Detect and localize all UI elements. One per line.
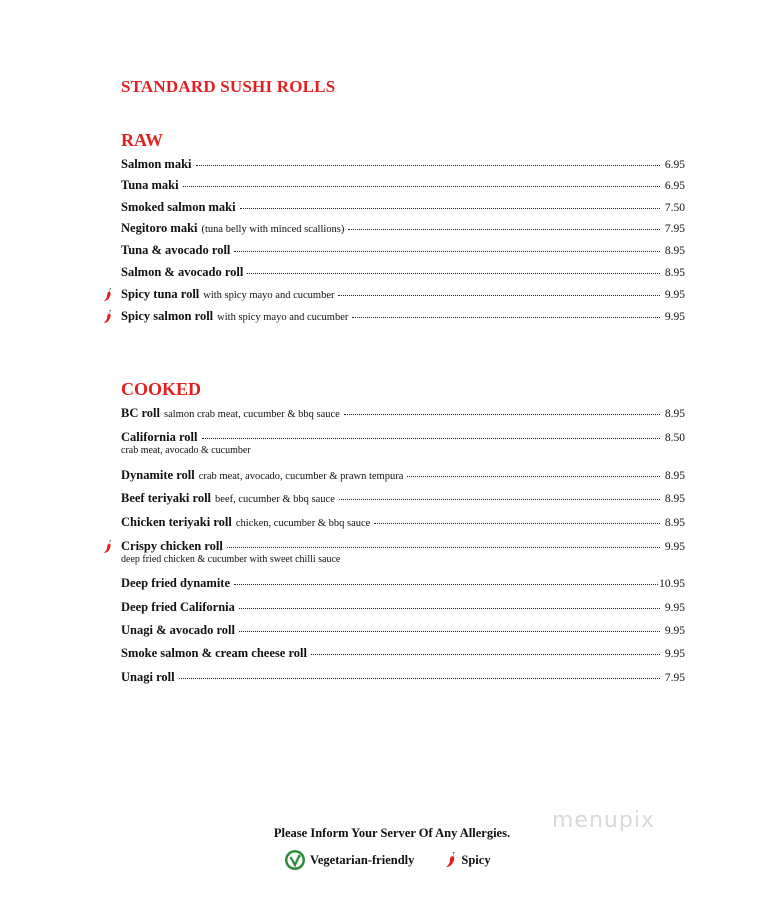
menu-item-name: Tuna & avocado roll: [121, 243, 231, 257]
dot-leader: [311, 644, 660, 655]
menu-title: STANDARD SUSHI ROLLS: [121, 77, 336, 96]
dot-leader: [234, 241, 660, 252]
dot-leader: [179, 668, 660, 679]
menu-item-name: Spicy salmon roll: [121, 309, 214, 323]
menu-item-price: 8.95: [664, 470, 685, 482]
legend-spicy-label: Spicy: [461, 852, 491, 867]
menu-item-price: 8.95: [664, 493, 685, 505]
dot-leader: [239, 598, 660, 609]
chili-pepper-icon: [103, 540, 113, 554]
menu-item-price: 7.95: [664, 672, 685, 684]
menu-item-price: 9.95: [664, 602, 685, 614]
dot-leader: [239, 621, 660, 632]
menu-item-name: BC roll: [121, 406, 161, 420]
menu-item-name: Smoked salmon maki: [121, 200, 236, 214]
menu-item-name: Deep fried California: [121, 600, 235, 614]
menu-item: [121, 157, 685, 172]
menu-item-name: Crispy chicken roll: [121, 539, 223, 553]
menu-item-name: Unagi & avocado roll: [121, 623, 236, 637]
menu-item-name: Negitoro maki: [121, 221, 198, 235]
dot-leader: [352, 307, 660, 318]
dot-leader: [196, 155, 660, 166]
menu-item-price: 9.95: [664, 289, 685, 301]
menu-item: [121, 406, 685, 422]
menu-item-price: 7.95: [664, 223, 685, 235]
menu-item-name: Chicken teriyaki roll: [121, 515, 232, 529]
menu-item-price: 6.95: [664, 159, 685, 171]
chili-pepper-icon: [103, 310, 113, 324]
legend-vegetarian-label: Vegetarian-friendly: [310, 852, 415, 867]
legend: [284, 849, 491, 871]
menu-item-description: with spicy mayo and cucumber: [217, 312, 349, 323]
chili-pepper-icon: [445, 852, 457, 868]
menu-item-price: 7.50: [664, 202, 685, 214]
menu-item-price: 8.95: [664, 245, 685, 257]
dot-leader: [227, 537, 660, 548]
menu-item: [121, 491, 685, 507]
menu-item-price: 8.95: [664, 517, 685, 529]
chili-pepper-icon: [103, 288, 113, 302]
menu-item-price: 8.50: [664, 432, 685, 444]
dot-leader: [234, 574, 658, 585]
menu-item-price: 8.95: [664, 267, 685, 279]
menu-item-price: 9.95: [664, 625, 685, 637]
menu-item: [121, 265, 685, 280]
menu-item-name: Deep fried dynamite: [121, 576, 231, 590]
menu-item: [121, 515, 685, 531]
dot-leader: [202, 428, 660, 439]
menu-item: [121, 309, 685, 325]
menu-item: [121, 646, 685, 661]
menu-item-name: Salmon & avocado roll: [121, 265, 244, 279]
menu-item-name: Smoke salmon & cream cheese roll: [121, 646, 307, 660]
menu-item: [121, 600, 685, 615]
menu-item: [121, 576, 685, 591]
menu-item-price: 6.95: [664, 180, 685, 192]
menu-item-description: chicken, cucumber & bbq sauce: [235, 518, 371, 529]
menu-item: [121, 178, 685, 193]
dot-leader: [240, 198, 660, 209]
menu-item-price: 10.95: [659, 578, 685, 590]
menu-item-name: Beef teriyaki roll: [121, 491, 212, 505]
allergy-note: Please Inform Your Server Of Any Allergies.: [273, 826, 511, 840]
menu-item-name: Salmon maki: [121, 157, 192, 171]
menu-item-name: California roll: [121, 430, 198, 444]
raw-heading: RAW: [121, 130, 164, 150]
menu-item: [121, 623, 685, 638]
menu-item: [121, 670, 685, 685]
menu-item-name: Tuna maki: [121, 178, 179, 192]
dot-leader: [339, 489, 660, 500]
menu-item-price: 9.95: [664, 541, 685, 553]
menu-item: [121, 221, 685, 237]
menu-item-subtext: deep fried chicken & cucumber with sweet chilli sauce: [121, 554, 341, 565]
vegetarian-icon: [284, 849, 306, 871]
dot-leader: [183, 176, 660, 187]
menu-item: [121, 468, 685, 484]
menu-item-description: with spicy mayo and cucumber: [203, 290, 335, 301]
dot-leader: [344, 404, 660, 415]
menu-item-description: salmon crab meat, cucumber & bbq sauce: [164, 409, 340, 420]
menu-item-description: beef, cucumber & bbq sauce: [215, 494, 335, 505]
legend-vegetarian: [284, 849, 414, 871]
watermark: menupix: [552, 808, 655, 833]
menu-item-price: 9.95: [664, 311, 685, 323]
menu-item-subtext: crab meat, avocado & cucumber: [121, 445, 251, 456]
menu-item-description: (tuna belly with minced scallions): [201, 224, 345, 235]
menu-item-price: 8.95: [664, 408, 685, 420]
menu-item-description: crab meat, avocado, cucumber & prawn tempura: [198, 471, 404, 482]
menu-item-name: Spicy tuna roll: [121, 287, 200, 301]
menu-item-name: Dynamite roll: [121, 468, 195, 482]
menu-item: [121, 243, 685, 258]
menu-item: [121, 200, 685, 215]
dot-leader: [407, 466, 660, 477]
dot-leader: [338, 285, 660, 296]
menu-item-name: Unagi roll: [121, 670, 175, 684]
cooked-heading: COOKED: [121, 379, 202, 399]
menu-item: [121, 539, 685, 566]
menu-item: [121, 287, 685, 303]
dot-leader: [247, 263, 660, 274]
legend-spicy: [445, 852, 490, 868]
menu-item: [121, 430, 685, 457]
dot-leader: [374, 513, 660, 524]
menu-item-price: 9.95: [664, 648, 685, 660]
dot-leader: [348, 219, 660, 230]
